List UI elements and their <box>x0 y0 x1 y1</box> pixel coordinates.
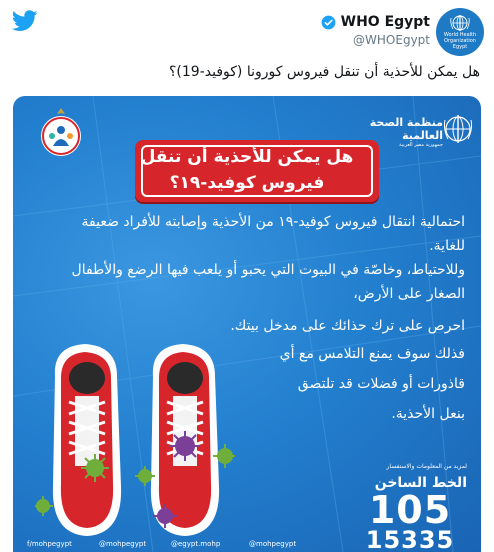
hotline-label: الخط الساخن <box>374 475 467 491</box>
avatar-text-2: Organization <box>444 38 476 44</box>
avatar-text-1: World Health <box>443 32 477 38</box>
who-emblem-icon <box>449 14 471 32</box>
red-sneakers-illustration <box>35 336 235 546</box>
body-line-3: وللاحتياط، وخاصّة في البيوت التي يحبو أو يلعب فيها الرضع والأطفال <box>71 262 465 278</box>
body-line-5: احرص على ترك حذائك على مدخل بيتك. <box>230 318 465 334</box>
tweet-text: هل يمكن للأحذية أن تنقل فيروس كورونا (كوفيد-19)؟ <box>168 64 480 80</box>
social-youtube: @mohpegypt <box>249 540 297 548</box>
title-line-1: هل يمكن للأحذية أن تنقل <box>140 147 354 167</box>
tweet-image[interactable] <box>13 96 481 552</box>
tweet-author[interactable] <box>321 14 430 47</box>
avatar-text-3: Egypt <box>452 44 468 50</box>
body-line-6: فذلك سوف يمنع التلامس مع أي <box>279 346 465 362</box>
hotline-number-15335: 15335 <box>365 526 455 552</box>
body-line-1: احتمالية انتقال فيروس كوفيد-١٩ من الأحذية وإصابته للأفراد ضعيفة <box>81 214 465 230</box>
body-line-7: قاذورات أو فضلات قد تلتصق <box>297 376 465 392</box>
hotline-number-105: 105 <box>368 488 452 532</box>
who-name-ar: منظمة الصحة العالمية <box>369 116 443 142</box>
twitter-bird-icon[interactable] <box>12 10 38 32</box>
social-instagram: @egypt.mohp <box>171 540 221 548</box>
user-handle[interactable]: @WHOEgypt <box>353 33 430 47</box>
body-line-8: بنعل الأحذية. <box>391 406 465 422</box>
hotline-caption: لمزيد من المعلومات والاستفسار <box>386 463 467 470</box>
verified-badge-icon <box>321 15 336 30</box>
avatar[interactable] <box>436 8 484 56</box>
social-facebook: f/mohpegypt <box>27 540 72 548</box>
who-emblem-icon <box>443 114 473 144</box>
who-country-ar: جمهورية مصر العربية <box>399 142 443 148</box>
virus-icon <box>81 454 109 482</box>
social-twitter: @mohpegypt <box>99 540 147 548</box>
display-name[interactable]: WHO Egypt <box>340 14 430 30</box>
body-line-2: للغاية. <box>429 238 465 254</box>
body-line-4: الصغار على الأرض، <box>353 286 465 302</box>
title-line-2: فيروس كوفيد-١٩؟ <box>169 173 325 193</box>
